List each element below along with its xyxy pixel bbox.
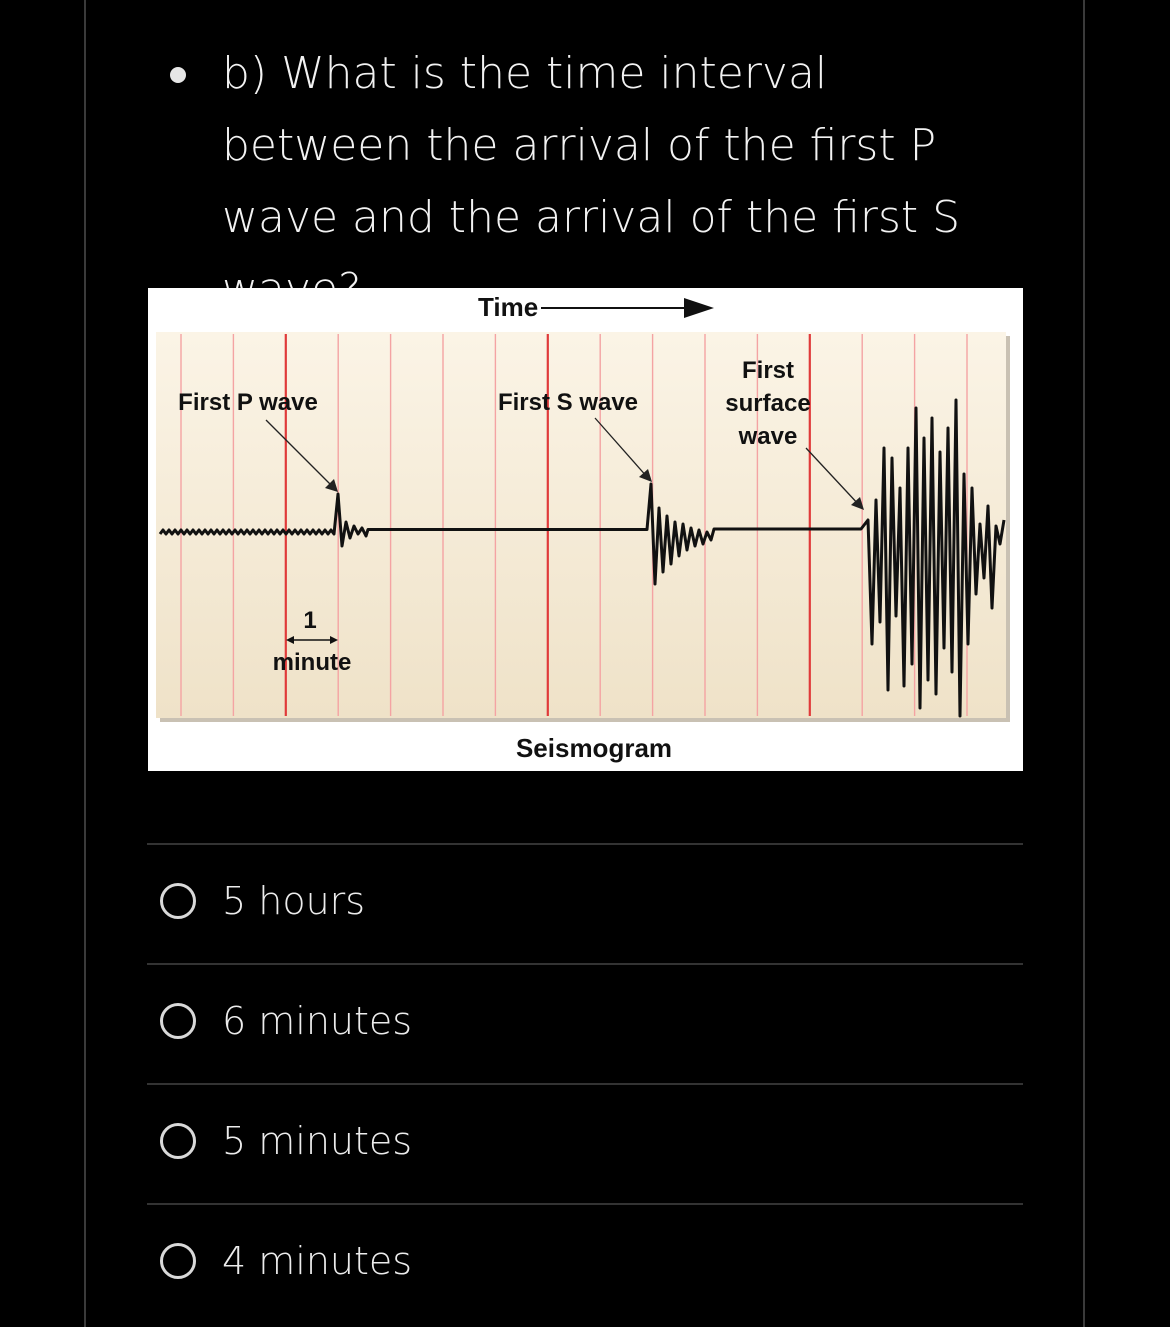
first-s-wave-label: First S wave <box>497 389 639 416</box>
radio-circle[interactable] <box>160 1003 196 1039</box>
option-6-minutes[interactable] <box>160 991 412 1051</box>
right-border <box>1083 0 1085 1327</box>
radio-circle[interactable] <box>160 1243 196 1279</box>
scale-unit: minute <box>272 649 352 676</box>
time-label: Time <box>478 292 539 322</box>
seismogram-figure <box>148 288 1023 771</box>
seismogram-caption: Seismogram <box>515 733 673 763</box>
option-4-minutes[interactable] <box>160 1231 412 1291</box>
option-label: 5 hours <box>222 879 366 923</box>
surface-wave-label-line1: First <box>741 357 795 384</box>
option-label: 4 minutes <box>222 1239 413 1283</box>
divider <box>147 1203 1023 1205</box>
option-label: 6 minutes <box>222 999 413 1043</box>
seismogram-svg <box>148 288 1023 771</box>
bullet-point <box>170 67 186 83</box>
divider <box>147 1083 1023 1085</box>
divider <box>147 963 1023 965</box>
option-5-hours[interactable] <box>160 871 365 931</box>
surface-wave-label-line3: wave <box>738 423 798 450</box>
radio-circle[interactable] <box>160 1123 196 1159</box>
scale-value: 1 <box>303 607 317 634</box>
left-border <box>84 0 86 1327</box>
option-5-minutes[interactable] <box>160 1111 412 1171</box>
time-arrow-head <box>684 298 714 318</box>
radio-circle[interactable] <box>160 883 196 919</box>
question-text: b) What is the time interval between the arrival of the first P wave and the arrival of the first S <box>222 48 961 243</box>
first-p-wave-label: First P wave <box>178 389 318 416</box>
divider <box>147 843 1023 845</box>
option-label: 5 minutes <box>222 1119 413 1163</box>
surface-wave-label-line2: surface <box>725 390 811 417</box>
